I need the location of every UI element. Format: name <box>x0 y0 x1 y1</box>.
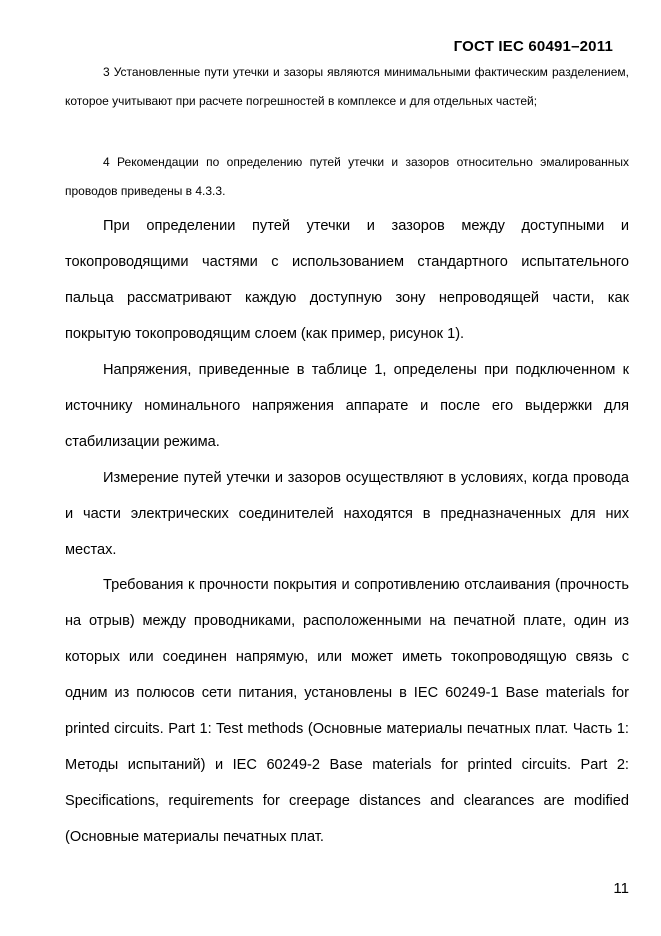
note-4 <box>65 148 629 206</box>
paragraph-creepage-test-finger: При определении путей утечки и зазоров между доступными и токопроводящими частями с использованием стандартного испытательного пальца рассматривают каждую доступную зону непроводящей части, как покрытую токопроводящим слоем (как пример, рисунок 1). <box>65 218 629 342</box>
paragraph-measurement-conditions: Измерение путей утечки и зазоров осуществляют в условиях, когда провода и части электрических соединителей находятся в предназначенных для них местах. <box>65 470 629 558</box>
page-number: 11 <box>613 880 629 897</box>
paragraph-pcb-requirements: Требования к прочности покрытия и сопротивлению отслаивания (прочность на отрыв) между проводниками, расположенными на печатной плате, один из которых или соединен напрямую, или может иметь токопроводящую связь с одним из полюсов сети питания, установлены в IEC 60249-1 Base materials for printed circuits. Part 1: Test methods (Основные материалы печатных плат. Часть 1: Методы испытаний) и IEC 60249-2 Base materials for printed circuits. Part 2: Specifications, requirements for creepage distances and clearances are modified (Основные материалы печатных плат. <box>65 577 629 845</box>
standard-designation: ГОСТ IEC 60491–2011 <box>453 38 613 55</box>
note-3-text: 3 Установленные пути утечки и зазоры являются минимальными фактическим разделением, которое учитывают при расчете погрешностей в комплексе и для отдельных частей; <box>65 65 629 108</box>
paragraph-voltages-table-1: Напряжения, приведенные в таблице 1, определены при подключенном к источнику номинального напряжения аппарате и после его выдержки для стабилизации режима. <box>65 362 629 450</box>
note-3 <box>65 58 629 116</box>
note-4-text: 4 Рекомендации по определению путей утечки и зазоров относительно эмалированных проводов приведены в 4.3.3. <box>65 155 629 198</box>
